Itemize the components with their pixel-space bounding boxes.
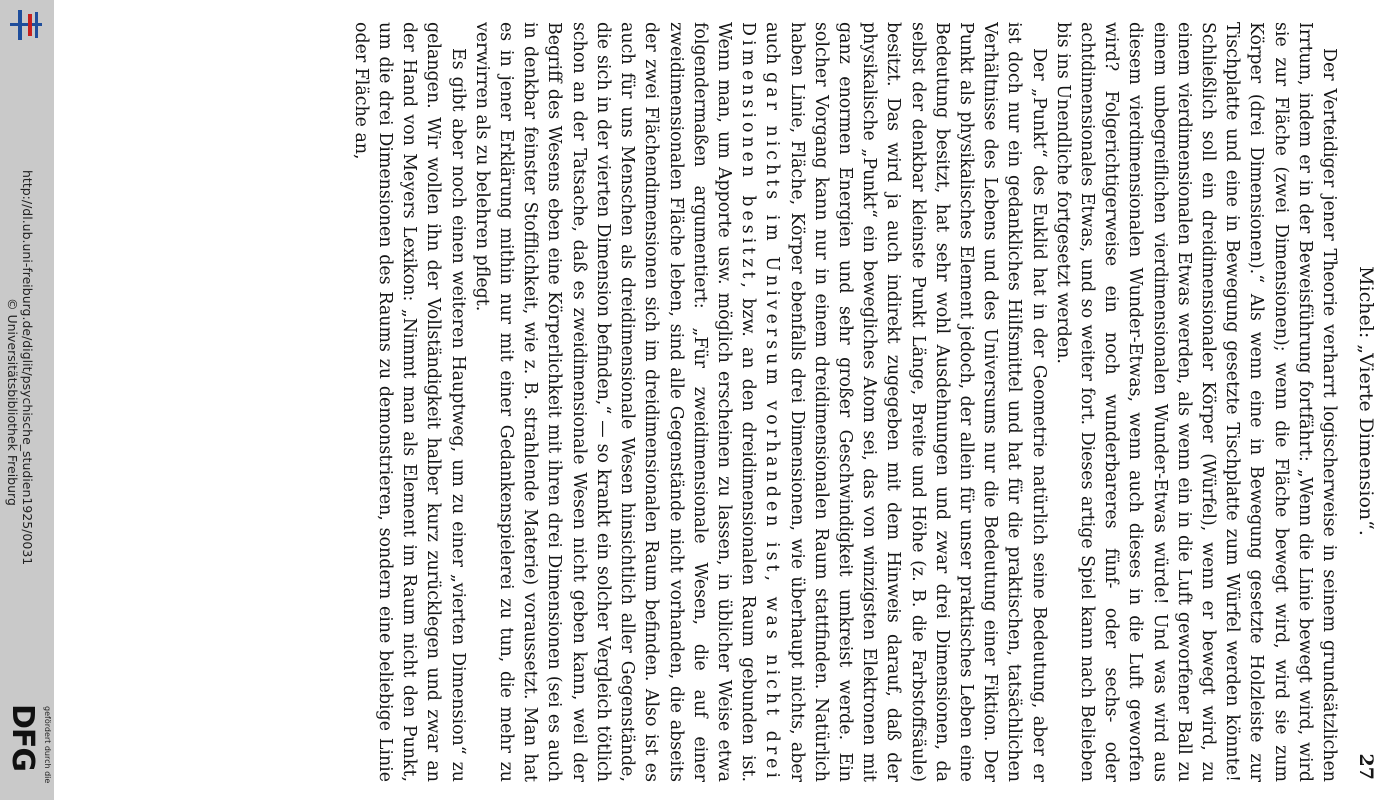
running-head bbox=[1347, 22, 1377, 780]
running-head-title: Michel: „Vierte Dimension“. bbox=[1355, 266, 1377, 536]
viewer-sidebar bbox=[0, 0, 54, 800]
spaced-emphasis: gar nichts im Universum vorhanden ist, was nicht drei Dimensionen besitzt bbox=[738, 22, 783, 782]
paragraph bbox=[349, 22, 470, 782]
scanned-page bbox=[201, 0, 1381, 800]
paragraph-text: Der „Punkt“ des Euklid hat in der Geometrie natürlich seine Bedeutung, aber er ist doch nur ein gedankliches Hilfsmittel und hat für die praktischen, tatsächlichen Verhältnisse des Lebens und des Universums nur die Bedeutung einer Fiktion. Der Punkt als physikalisches Element jedoch, der allein für unser praktisches Leben eine Bedeutung besitzt, hat sehr wohl Ausdehnungen und zwar drei Dimensionen, da selbst der denkbar kleinste Punkt Länge, Breite und Höhe (z. B. die Farbstoffsäule) besitzt. Das wird ja auch indirekt zugegeben mit dem Hinweis darauf, daß der physikalische „Punkt“ ein bewegliches Atom sei, das von winzigsten Elektronen mit ganz enormen Energien und sehr großer Geschwindigkeit umkreist werde. Ein solcher Vorgang kann nur in einem dreidimensionalen Raum stattfinden. Natürlich haben Linie, Fläche, Körper ebenfalls drei Dimensionen, wie überhaupt nichts, aber auch bbox=[762, 22, 1049, 782]
paragraph bbox=[1051, 22, 1341, 782]
page-number: 27 bbox=[1355, 753, 1377, 780]
paragraph-text: Der Verteidiger jener Theorie verharrt logischerweise in seinem grundsätzlichen Irrtum, indem er in der Beweisführung fortfährt: „Wenn die Linie bewegt wird, wird sie zur Fläche (zwei Dimensionen); wenn die Fläche bewegt wird, wird sie zum Körper (drei Dimensionen).“ Als wenn eine in Bewegung gesetzte Holzleiste zur Tischplatte und eine in Bewegung gesetzte Tischplatte zum Würfel werden könnte! Schließlich soll ein dreidimensionaler Körper (Würfel), wenn er bewegt wird, zu einem vierdimensionalen Etwas werden, als wenn ein in die Luft geworfener Ball zu einem unbegreiflichen vierdimensionalen Wunder-Etwas würde! Und was wird aus diesem vierdimensionalen Wunder-Etwas, wenn auch dieses in die Luft geworfen wird? Folgerichtigerweise ein noch wunderbareres fünf- oder sechs- oder achtdimensionales Etwas, und so weiter fort. Dieses artige Spiel kann nach Belieben bis ins Unendliche fortgesetzt werden. bbox=[1052, 22, 1339, 782]
source-url[interactable]: http://dl.ub.uni-freiburg.de/diglit/psychische_studien1925/0031 bbox=[20, 170, 35, 566]
copyright-notice: © Universitätsbibliothek Freiburg bbox=[5, 298, 20, 506]
paragraph bbox=[470, 22, 1051, 782]
paragraph-text: , bzw. an den dreidimensionalen Raum gebunden ist. Wenn man, um Apporte usw. möglich erscheinen zu lassen, in üblicher Weise etwa folgendermaßen argumentiert: „Für zweidimensionale Wesen, die auf einer zweidimensionalen Fläche leben, sind alle Gegenstände nicht vorhanden, die abseits der zwei Flächendimensionen sich im dreidimensionalen Raum befinden. Also ist es auch für uns Menschen als dreidimensionale Wesen hinsichtlich aller Gegenstände, die sich in der vierten Dimension befinden,“ — so krankt ein solcher Vergleich tötlich schon an der Tatsache, daß es zweidimensionale Wesen nicht geben kann, weil der Begriff des Wesens eben eine Körperlichkeit mit ihren drei Dimensionen (sei es auch in denkbar feinster Stofflichkeit, wie z. B. strahlende Materie) voraussetzt. Man hat es in jener Erklärung mithin nur mit einer Gedankenspielerei zu tun, die mehr zu verwirren als zu belehren pflegt. bbox=[471, 22, 759, 782]
page-body-text bbox=[211, 22, 1341, 782]
dfg-funder-logo bbox=[0, 704, 54, 796]
scanned-page-area bbox=[84, 0, 1381, 800]
paragraph-text: Es gibt aber noch einen weiteren Hauptweg, um zu einer „vierten Dimension“ zu gelangen. Wir wollen ihn der Vollständigkeit halber kurz zurücklegen und zwar an der Hand von Meyers Lexikon: „Nimmt man als Element im Raum nicht den Punkt, um die drei Dimensionen des Raums zu demonstrieren, sondern eine beliebige Linie oder Fläche an, bbox=[350, 22, 468, 782]
dfg-logo-text: DFG bbox=[5, 704, 40, 772]
funder-note: gefördert durch die bbox=[43, 706, 52, 784]
